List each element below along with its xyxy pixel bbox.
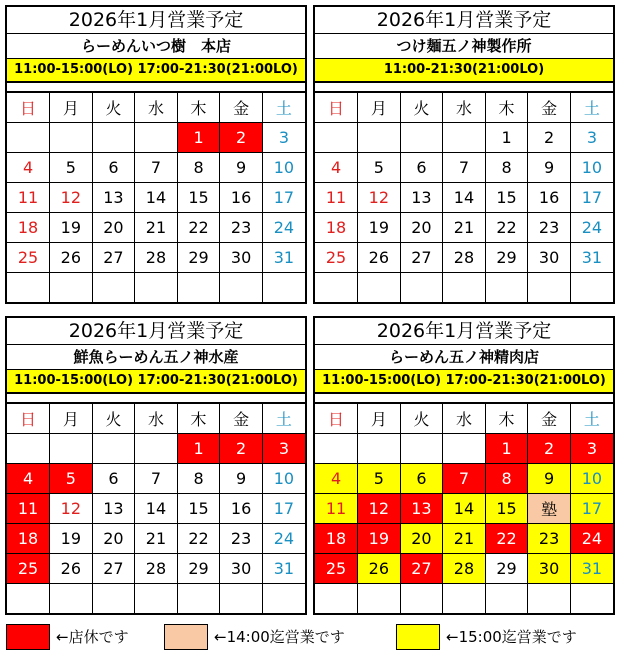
weekday-header: 月 (358, 93, 401, 123)
calendar-week-row (315, 494, 613, 524)
calendar-day-cell: 塾 (528, 494, 571, 524)
calendar-day-cell: 13 (92, 494, 135, 524)
calendar-week-row (315, 434, 613, 464)
calendar-day-cell (92, 123, 135, 153)
calendar-day-cell: 5 (50, 153, 93, 183)
calendar-week-row (7, 273, 305, 303)
calendar-day-cell: 25 (315, 243, 358, 273)
calendar-day-cell: 5 (50, 464, 93, 494)
store-name: つけ麺五ノ神製作所 (315, 34, 613, 59)
weekday-header: 金 (220, 404, 263, 434)
calendar-day-cell: 27 (92, 554, 135, 584)
calendar-day-cell: 24 (570, 213, 613, 243)
calendar-week-row (7, 123, 305, 153)
calendar-day-cell (570, 273, 613, 303)
calendar-day-cell: 5 (358, 464, 401, 494)
calendar-day-cell (315, 123, 358, 153)
calendar-day-cell: 7 (443, 153, 486, 183)
calendar-day-cell (485, 584, 528, 614)
calendar-day-cell (443, 434, 486, 464)
store-name: らーめんいつ樹 本店 (7, 34, 305, 59)
header-gap (315, 83, 613, 93)
calendar-week-row (315, 213, 613, 243)
calendar-day-cell: 10 (262, 153, 305, 183)
calendar-day-cell: 1 (485, 434, 528, 464)
calendar-day-cell: 23 (220, 213, 263, 243)
weekday-header: 金 (220, 93, 263, 123)
calendar-week-row (315, 123, 613, 153)
weekday-header: 金 (528, 404, 571, 434)
calendar-grid (7, 93, 305, 302)
weekday-header: 月 (358, 404, 401, 434)
calendar-day-cell: 1 (485, 123, 528, 153)
calendar-day-cell: 8 (485, 153, 528, 183)
calendar-day-cell: 18 (7, 213, 50, 243)
calendar-day-cell: 21 (443, 213, 486, 243)
calendar-week-row (7, 434, 305, 464)
weekday-header: 月 (50, 404, 93, 434)
calendar-day-cell: 8 (177, 464, 220, 494)
calendar-day-cell: 28 (135, 554, 178, 584)
calendar-day-cell: 23 (220, 524, 263, 554)
calendar-day-cell: 11 (315, 494, 358, 524)
calendar-day-cell (177, 273, 220, 303)
calendar-week-row (7, 554, 305, 584)
calendar-day-cell: 22 (177, 524, 220, 554)
calendar-day-cell (262, 584, 305, 614)
calendar-week-row (7, 243, 305, 273)
calendar-day-cell: 18 (315, 524, 358, 554)
calendar-day-cell: 13 (400, 494, 443, 524)
calendar-day-cell (485, 273, 528, 303)
calendar-day-cell: 4 (7, 464, 50, 494)
calendar-day-cell: 4 (315, 153, 358, 183)
calendar-day-cell: 26 (50, 243, 93, 273)
calendar-day-cell: 18 (315, 213, 358, 243)
calendar-day-cell: 12 (358, 183, 401, 213)
calendar-day-cell: 3 (570, 123, 613, 153)
calendar-day-cell (400, 584, 443, 614)
business-hours: 11:00-15:00(LO) 17:00-21:30(21:00LO) (7, 370, 305, 394)
calendar-day-cell: 15 (485, 494, 528, 524)
weekday-header: 日 (315, 404, 358, 434)
calendar-title: 2026年1月営業予定 (315, 7, 613, 34)
calendar-grid (315, 93, 613, 302)
calendar-day-cell: 19 (358, 524, 401, 554)
calendar-day-cell (50, 584, 93, 614)
calendar-day-cell: 20 (400, 524, 443, 554)
calendar-day-cell: 31 (262, 554, 305, 584)
calendar-day-cell: 2 (528, 434, 571, 464)
calendar-day-cell (315, 434, 358, 464)
calendar-day-cell: 11 (7, 183, 50, 213)
calendar-day-cell: 4 (315, 464, 358, 494)
calendar-week-row (7, 584, 305, 614)
calendar-day-cell: 14 (135, 183, 178, 213)
business-hours: 11:00-15:00(LO) 17:00-21:30(21:00LO) (315, 370, 613, 394)
weekday-header: 日 (7, 93, 50, 123)
calendar-day-cell (315, 273, 358, 303)
calendar-day-cell (50, 123, 93, 153)
weekday-header: 土 (570, 93, 613, 123)
weekday-header: 木 (485, 93, 528, 123)
calendar-day-cell (315, 584, 358, 614)
calendar-day-cell (7, 123, 50, 153)
calendar-day-cell: 9 (220, 464, 263, 494)
calendar-day-cell: 2 (528, 123, 571, 153)
calendar-day-cell: 4 (7, 153, 50, 183)
calendar-day-cell: 28 (443, 243, 486, 273)
calendar-day-cell: 23 (528, 213, 571, 243)
store-name: 鮮魚らーめん五ノ神水産 (7, 345, 305, 370)
calendar-day-cell (528, 273, 571, 303)
calendar-day-cell: 7 (135, 153, 178, 183)
calendar-week-row (315, 183, 613, 213)
calendar-day-cell: 15 (177, 183, 220, 213)
calendar-day-cell: 29 (485, 243, 528, 273)
calendar-day-cell: 27 (400, 554, 443, 584)
calendar-day-cell: 10 (570, 153, 613, 183)
calendar-day-cell (135, 584, 178, 614)
calendar-day-cell: 9 (220, 153, 263, 183)
calendar-day-cell (92, 434, 135, 464)
calendar-day-cell (400, 434, 443, 464)
calendar-day-cell: 27 (92, 243, 135, 273)
calendar-day-cell: 7 (135, 464, 178, 494)
calendar-day-cell: 31 (570, 554, 613, 584)
calendar-panel-seinikuten (313, 316, 615, 615)
calendar-day-cell: 17 (570, 494, 613, 524)
calendar-week-row (7, 213, 305, 243)
weekday-header: 土 (570, 404, 613, 434)
calendar-day-cell: 21 (443, 524, 486, 554)
calendar-day-cell: 6 (400, 464, 443, 494)
calendar-day-cell: 31 (262, 243, 305, 273)
calendar-day-cell: 25 (315, 554, 358, 584)
weekday-header: 火 (400, 93, 443, 123)
calendar-day-cell: 14 (135, 494, 178, 524)
calendar-week-row (315, 273, 613, 303)
calendar-day-cell: 21 (135, 213, 178, 243)
calendar-day-cell: 14 (443, 183, 486, 213)
calendar-day-cell: 17 (570, 183, 613, 213)
calendar-day-cell: 20 (400, 213, 443, 243)
calendar-day-cell (50, 434, 93, 464)
calendar-day-cell: 28 (443, 554, 486, 584)
weekday-header: 土 (262, 404, 305, 434)
calendar-day-cell: 17 (262, 494, 305, 524)
calendar-day-cell: 13 (92, 183, 135, 213)
calendar-day-cell: 3 (262, 434, 305, 464)
legend-1400-swatch (164, 624, 208, 650)
calendar-panel-tsukemen-seisakusho (313, 5, 615, 304)
calendar-day-cell: 22 (177, 213, 220, 243)
calendar-week-row (7, 464, 305, 494)
calendar-day-cell: 30 (528, 243, 571, 273)
calendar-day-cell: 2 (220, 123, 263, 153)
business-hours: 11:00-21:30(21:00LO) (315, 59, 613, 83)
calendar-day-cell: 28 (135, 243, 178, 273)
calendar-day-cell: 30 (528, 554, 571, 584)
calendar-day-cell: 9 (528, 153, 571, 183)
calendar-day-cell: 15 (485, 183, 528, 213)
calendar-day-cell: 31 (570, 243, 613, 273)
calendar-day-cell: 29 (485, 554, 528, 584)
header-gap (315, 394, 613, 404)
calendar-day-cell: 10 (570, 464, 613, 494)
business-hours: 11:00-15:00(LO) 17:00-21:30(21:00LO) (7, 59, 305, 83)
calendar-day-cell: 26 (358, 243, 401, 273)
calendar-day-cell (7, 584, 50, 614)
calendar-day-cell (177, 584, 220, 614)
calendar-day-cell: 16 (220, 183, 263, 213)
legend-closed-swatch (6, 624, 50, 650)
calendar-day-cell (358, 434, 401, 464)
calendar-day-cell: 17 (262, 183, 305, 213)
calendar-day-cell: 24 (262, 524, 305, 554)
calendar-day-cell: 12 (50, 494, 93, 524)
weekday-header: 木 (485, 404, 528, 434)
calendar-title: 2026年1月営業予定 (7, 318, 305, 345)
calendar-day-cell: 30 (220, 243, 263, 273)
calendar-day-cell (7, 273, 50, 303)
calendar-day-cell (443, 584, 486, 614)
calendar-title: 2026年1月営業予定 (7, 7, 305, 34)
calendar-week-row (7, 183, 305, 213)
legend-1500-swatch (396, 624, 440, 650)
calendar-grid (315, 404, 613, 613)
calendar-day-cell (220, 584, 263, 614)
calendar-day-cell: 25 (7, 243, 50, 273)
calendar-day-cell (358, 584, 401, 614)
weekday-header: 火 (400, 404, 443, 434)
calendar-day-cell: 23 (528, 524, 571, 554)
calendar-day-cell: 8 (485, 464, 528, 494)
calendar-day-cell: 6 (92, 153, 135, 183)
weekday-header: 水 (135, 93, 178, 123)
weekday-header: 火 (92, 404, 135, 434)
header-gap (7, 394, 305, 404)
weekday-header: 月 (50, 93, 93, 123)
calendar-day-cell (135, 123, 178, 153)
calendar-day-cell: 3 (570, 434, 613, 464)
calendar-week-row (315, 243, 613, 273)
calendar-day-cell (443, 273, 486, 303)
calendar-week-row (315, 524, 613, 554)
calendar-day-cell: 11 (7, 494, 50, 524)
calendar-day-cell (92, 584, 135, 614)
calendar-day-cell (92, 273, 135, 303)
calendar-day-cell: 24 (262, 213, 305, 243)
calendar-day-cell: 2 (220, 434, 263, 464)
calendar-title: 2026年1月営業予定 (315, 318, 613, 345)
calendar-day-cell (50, 273, 93, 303)
calendar-day-cell: 16 (220, 494, 263, 524)
calendar-day-cell: 3 (262, 123, 305, 153)
calendar-day-cell: 21 (135, 524, 178, 554)
calendar-day-cell (358, 273, 401, 303)
calendar-day-cell: 26 (50, 554, 93, 584)
calendar-day-cell: 25 (7, 554, 50, 584)
calendar-day-cell: 24 (570, 524, 613, 554)
calendar-day-cell (135, 273, 178, 303)
calendar-day-cell: 19 (50, 524, 93, 554)
calendar-day-cell: 26 (358, 554, 401, 584)
calendar-day-cell: 14 (443, 494, 486, 524)
calendar-day-cell: 12 (358, 494, 401, 524)
calendar-week-row (315, 464, 613, 494)
calendar-day-cell (400, 273, 443, 303)
weekday-header: 水 (443, 404, 486, 434)
weekday-header: 木 (177, 404, 220, 434)
calendar-day-cell (570, 584, 613, 614)
calendar-week-row (315, 153, 613, 183)
calendar-day-cell: 19 (358, 213, 401, 243)
calendar-day-cell: 20 (92, 524, 135, 554)
calendar-day-cell: 16 (528, 183, 571, 213)
calendar-day-cell: 11 (315, 183, 358, 213)
calendar-day-cell: 6 (400, 153, 443, 183)
weekday-header: 金 (528, 93, 571, 123)
calendar-day-cell: 19 (50, 213, 93, 243)
calendar-day-cell: 30 (220, 554, 263, 584)
calendar-week-row (315, 554, 613, 584)
legend-1400-label: ←14:00迄営業です (214, 628, 345, 646)
weekday-header: 日 (7, 404, 50, 434)
calendar-day-cell: 8 (177, 153, 220, 183)
store-name: らーめん五ノ神精肉店 (315, 345, 613, 370)
calendar-day-cell: 12 (50, 183, 93, 213)
calendar-panel-sengyo-suisan (5, 316, 307, 615)
calendar-day-cell (135, 434, 178, 464)
legend (6, 622, 616, 654)
weekday-header: 木 (177, 93, 220, 123)
calendar-week-row (315, 584, 613, 614)
header-gap (7, 83, 305, 93)
calendar-day-cell: 7 (443, 464, 486, 494)
calendar-week-row (7, 153, 305, 183)
calendar-day-cell: 29 (177, 554, 220, 584)
calendar-day-cell (7, 434, 50, 464)
calendar-day-cell: 18 (7, 524, 50, 554)
weekday-header: 土 (262, 93, 305, 123)
calendar-day-cell (358, 123, 401, 153)
calendar-day-cell (262, 273, 305, 303)
calendar-panel-itsuki-honten (5, 5, 307, 304)
calendar-day-cell (400, 123, 443, 153)
calendar-day-cell: 13 (400, 183, 443, 213)
calendar-day-cell (220, 273, 263, 303)
calendar-day-cell (528, 584, 571, 614)
calendar-day-cell: 6 (92, 464, 135, 494)
legend-1500-label: ←15:00迄営業です (446, 628, 577, 646)
calendar-day-cell: 22 (485, 213, 528, 243)
weekday-header: 水 (443, 93, 486, 123)
calendar-week-row (7, 524, 305, 554)
weekday-header: 日 (315, 93, 358, 123)
calendar-day-cell: 15 (177, 494, 220, 524)
legend-closed-label: ←店休です (56, 628, 129, 646)
calendar-week-row (7, 494, 305, 524)
weekday-header: 火 (92, 93, 135, 123)
calendar-day-cell: 9 (528, 464, 571, 494)
calendar-day-cell: 10 (262, 464, 305, 494)
calendar-day-cell: 5 (358, 153, 401, 183)
calendar-day-cell: 20 (92, 213, 135, 243)
calendar-day-cell: 22 (485, 524, 528, 554)
calendar-day-cell (443, 123, 486, 153)
calendar-day-cell: 1 (177, 123, 220, 153)
calendar-day-cell: 29 (177, 243, 220, 273)
weekday-header: 水 (135, 404, 178, 434)
calendar-day-cell: 27 (400, 243, 443, 273)
calendar-day-cell: 1 (177, 434, 220, 464)
calendar-grid (7, 404, 305, 613)
